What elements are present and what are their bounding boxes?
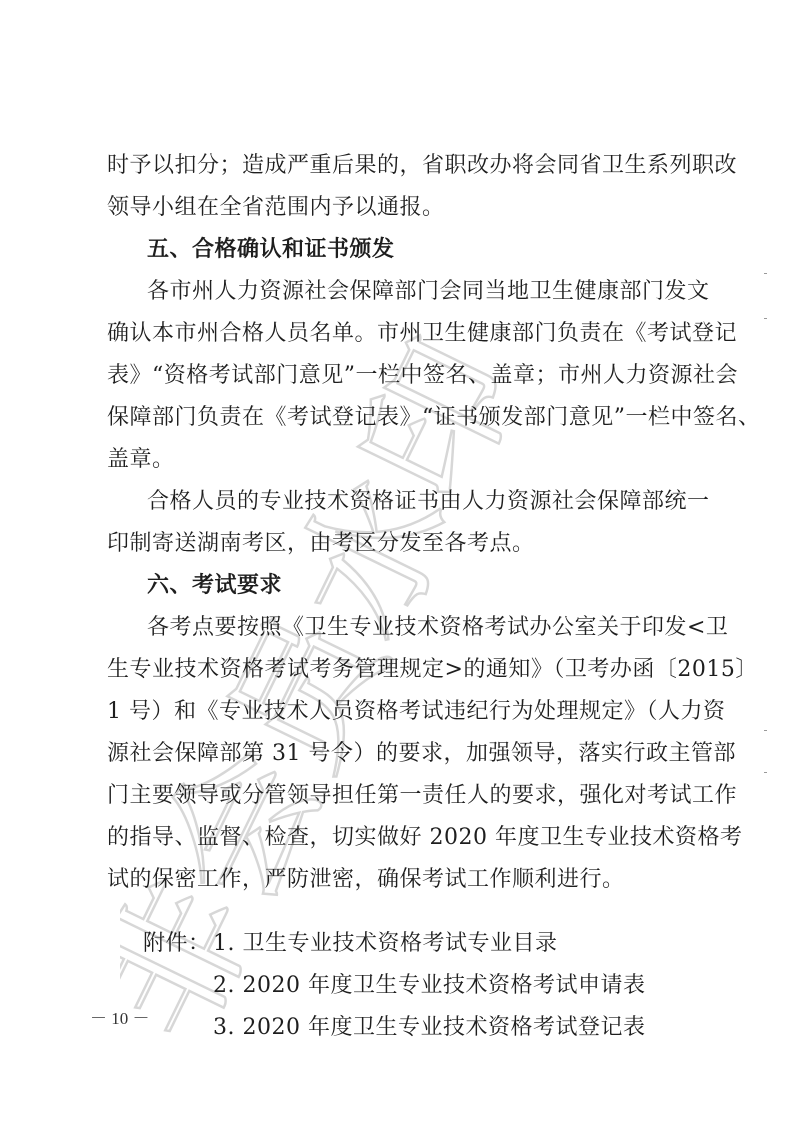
text-line: 门主要领导或分管领导担任第一责任人的要求，强化对考试工作: [107, 783, 738, 808]
attachment-item: 1. 卫生专业技术资格考试专业目录: [213, 931, 558, 956]
text-line: 领导小组在全省范围内予以通报。: [107, 195, 445, 220]
text-line: 试的保密工作，严防泄密，确保考试工作顺利进行。: [107, 867, 625, 892]
attachment-item: 3. 2020 年度卫生专业技术资格考试登记表: [213, 1015, 646, 1040]
margin-mark: [764, 318, 767, 319]
page-number: － 10 －: [90, 1009, 150, 1028]
text-line: 各考点要按照《卫生专业技术资格考试办公室关于印发<卫: [147, 615, 729, 640]
text-line: 源社会保障部第 31 号令）的要求，加强领导，落实行政主管部: [107, 741, 736, 766]
text-line: 保障部门负责在《考试登记表》“证书颁发部门意见”一栏中签名、: [107, 405, 761, 430]
text-line: 确认本市州合格人员名单。市州卫生健康部门负责在《考试登记: [107, 321, 738, 346]
text-line: 的指导、监督、检查，切实做好 2020 年度卫生专业技术资格考: [107, 825, 743, 850]
margin-mark: [764, 730, 767, 731]
text-line: 生专业技术资格考试考务管理规定>的通知》（卫考办函〔2015〕: [107, 657, 758, 682]
watermark-text: 非会员水印: [120, 315, 552, 1066]
text-line: 表》“资格考试部门意见”一栏中签名、盖章；市州人力资源社会: [107, 363, 738, 388]
attachments-label: 附件：: [143, 931, 211, 956]
section-heading: 六、考试要求: [147, 573, 283, 598]
text-line: 印制寄送湖南考区，由考区分发至各考点。: [107, 531, 535, 556]
attachment-item: 2. 2020 年度卫生专业技术资格考试申请表: [213, 973, 646, 998]
text-line: 各市州人力资源社会保障部门会同当地卫生健康部门发文: [147, 279, 710, 304]
text-line: 时予以扣分；造成严重后果的，省职改办将会同省卫生系列职改: [107, 153, 738, 178]
section-heading: 五、合格确认和证书颁发: [147, 237, 395, 262]
margin-mark: [764, 273, 767, 274]
text-line: 1 号）和《专业技术人员资格考试违纪行为处理规定》（人力资: [107, 699, 726, 724]
text-line: 合格人员的专业技术资格证书由人力资源社会保障部统一: [147, 489, 710, 514]
text-line: 盖章。: [107, 447, 175, 472]
margin-mark: [764, 772, 767, 773]
